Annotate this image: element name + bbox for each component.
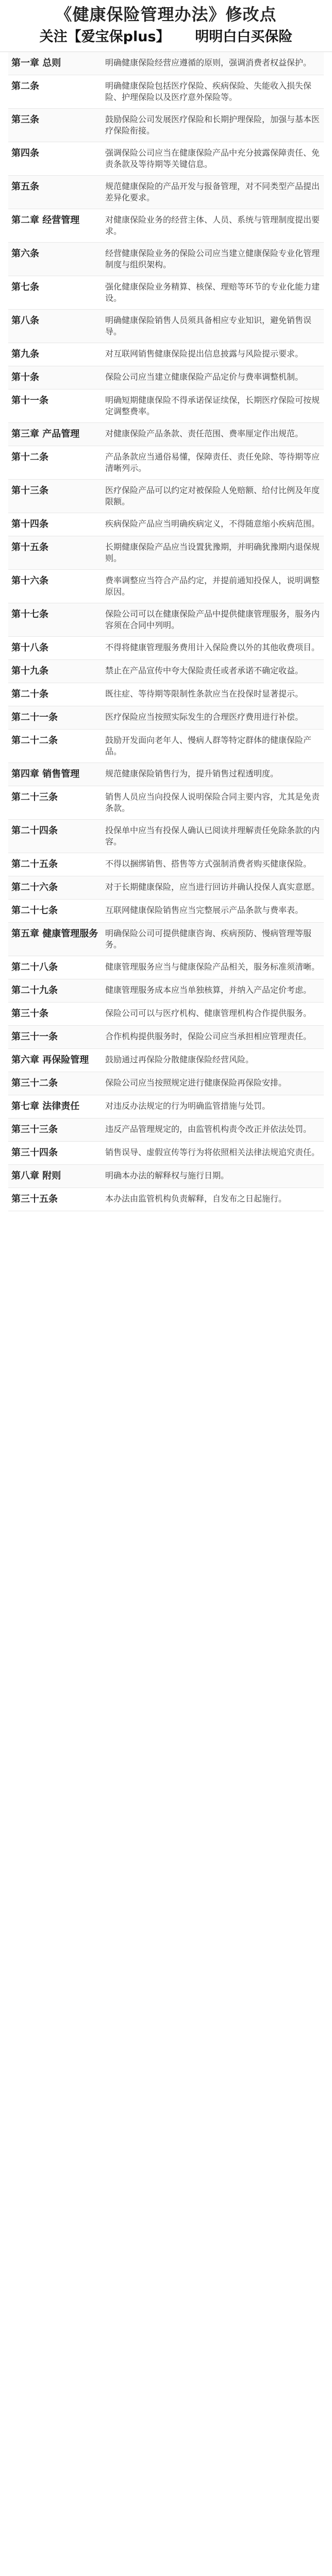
clause-desc: 明确短期健康保险不得承诺保证续保，长期医疗保险可按规定调整费率。 (105, 395, 320, 416)
clause-label: 第三十三条 (11, 1124, 58, 1135)
clause-label: 第五条 (11, 181, 39, 192)
subtitle (0, 28, 332, 46)
list-item (8, 276, 324, 310)
list-item (8, 979, 324, 1003)
list-item (8, 1165, 324, 1188)
clause-label: 第二十三条 (11, 792, 58, 803)
clause-desc: 强调保险公司应当在健康保险产品中充分披露保障责任、免责条款及等待期等关键信息。 (105, 148, 320, 169)
clause-label: 第十七条 (11, 609, 48, 620)
list-item (8, 389, 324, 423)
clause-desc: 规范健康保险的产品开发与报备管理，对不同类型产品提出差异化要求。 (105, 181, 320, 202)
list-item (8, 900, 324, 923)
list-item (8, 423, 324, 446)
clause-desc: 产品条款应当通俗易懂，保障责任、责任免除、等待期等应清晰列示。 (105, 452, 320, 473)
clause-desc: 保险公司可以在健康保险产品中提供健康管理服务，服务内容须在合同中列明。 (105, 609, 320, 630)
list-item (8, 310, 324, 343)
clause-desc: 鼓励开发面向老年人、慢病人群等特定群体的健康保险产品。 (105, 735, 312, 756)
list-item (8, 763, 324, 786)
clause-label: 第二十五条 (11, 859, 58, 870)
clause-label: 第一章 总则 (11, 58, 61, 69)
clause-desc: 投保单中应当有投保人确认已阅读并理解责任免除条款的内容。 (105, 825, 320, 846)
clause-desc: 健康管理服务应当与健康保险产品相关，服务标准须清晰。 (105, 962, 320, 972)
list-item (8, 1095, 324, 1118)
clause-label: 第七条 (11, 282, 39, 293)
clause-label: 第四章 销售管理 (11, 769, 80, 779)
clause-label: 第九条 (11, 349, 39, 360)
clause-desc: 规范健康保险销售行为，提升销售过程透明度。 (105, 769, 279, 778)
list-item (8, 446, 324, 480)
clause-desc: 明确健康保险经营应遵循的原则，强调消费者权益保护。 (105, 58, 312, 67)
list-item (8, 1049, 324, 1072)
list-item (8, 637, 324, 660)
clause-desc: 经营健康保险业务的保险公司应当建立健康保险专业化管理制度与组织架构。 (105, 248, 320, 269)
page-title: 《健康保险管理办法》修改点 (55, 5, 277, 24)
list-item (8, 75, 324, 109)
list-item (8, 52, 324, 75)
list-item (8, 1188, 324, 1211)
list-item (8, 570, 324, 603)
clause-desc: 医疗保险产品可以约定对被保险人免赔额、给付比例及年度限额。 (105, 485, 320, 506)
clause-label: 第三十一条 (11, 1031, 58, 1042)
clause-list (8, 52, 324, 1211)
clause-label: 第三十条 (11, 1008, 48, 1019)
clause-label: 第二十七条 (11, 905, 58, 916)
clause-label: 第六章 再保险管理 (11, 1055, 89, 1065)
clause-label: 第八章 附则 (11, 1171, 61, 1181)
list-item (8, 513, 324, 536)
clause-label: 第二十九条 (11, 985, 58, 996)
clause-desc: 明确保险公司可提供健康咨询、疾病预防、慢病管理等服务。 (105, 928, 312, 950)
clause-label: 第二十一条 (11, 712, 58, 723)
list-item (8, 1142, 324, 1165)
clause-label: 第二条 (11, 81, 39, 92)
clause-label: 第四条 (11, 148, 39, 159)
clause-label: 第三十二条 (11, 1078, 58, 1089)
list-item (8, 1072, 324, 1095)
clause-desc: 疾病保险产品应当明确疾病定义，不得随意缩小疾病范围。 (105, 519, 320, 529)
clause-label: 第十一条 (11, 395, 48, 406)
list-item (8, 820, 324, 853)
clause-desc: 违反产品管理规定的，由监管机构责令改正并依法处罚。 (105, 1124, 312, 1134)
header (0, 0, 332, 52)
clause-label: 第六条 (11, 248, 39, 259)
clause-label: 第三章 产品管理 (11, 429, 80, 439)
list-item (8, 243, 324, 276)
clause-label: 第十五条 (11, 542, 48, 553)
clause-desc: 鼓励保险公司发展医疗保险和长期护理保险，加强与基本医疗保险衔接。 (105, 114, 320, 135)
subtitle-right: 明明白白买保险 (195, 29, 293, 45)
clause-desc: 保险公司可以与医疗机构、健康管理机构合作提供服务。 (105, 1008, 312, 1018)
clause-desc: 禁止在产品宣传中夸大保险责任或者承诺不确定收益。 (105, 666, 304, 675)
list-item (8, 706, 324, 730)
clause-label: 第十二条 (11, 452, 48, 463)
clause-label: 第二章 经营管理 (11, 215, 80, 226)
clause-label: 第五章 健康管理服务 (11, 928, 98, 939)
clause-label: 第十条 (11, 372, 39, 383)
list-item (8, 536, 324, 570)
clause-desc: 明确本办法的解释权与施行日期。 (105, 1171, 229, 1180)
clause-desc: 对健康保险产品条款、责任范围、费率厘定作出规范。 (105, 429, 304, 438)
list-item (8, 209, 324, 243)
clause-desc: 保险公司应当按照规定进行健康保险再保险安排。 (105, 1078, 287, 1088)
subtitle-left: 关注【爱宝保plus】 (39, 29, 170, 45)
list-item (8, 480, 324, 513)
clause-label: 第十八条 (11, 642, 48, 653)
clause-label: 第十九条 (11, 666, 48, 676)
clause-desc: 合作机构提供服务时，保险公司应当承担相应管理责任。 (105, 1031, 312, 1041)
clause-desc: 对健康保险业务的经营主体、人员、系统与管理制度提出要求。 (105, 215, 320, 236)
list-item (8, 683, 324, 706)
clause-desc: 本办法由监管机构负责解释，自发布之日起施行。 (105, 1194, 287, 1204)
clause-desc: 费率调整应当符合产品约定，并提前通知投保人，说明调整原因。 (105, 575, 320, 597)
list-item (8, 176, 324, 209)
clause-desc: 强化健康保险业务精算、核保、理赔等环节的专业化能力建设。 (105, 282, 320, 303)
clause-desc: 销售人员应当向投保人说明保险合同主要内容，尤其是免责条款。 (105, 792, 320, 813)
clause-label: 第三条 (11, 114, 39, 125)
clause-desc: 明确健康保险销售人员须具备相应专业知识，避免销售误导。 (105, 315, 312, 336)
clause-desc: 保险公司应当建立健康保险产品定价与费率调整机制。 (105, 372, 304, 382)
clause-label: 第十六条 (11, 575, 48, 586)
clause-label: 第八条 (11, 315, 39, 326)
list-item (8, 1026, 324, 1049)
clause-desc: 对违反办法规定的行为明确监管措施与处罚。 (105, 1101, 271, 1111)
clause-desc: 鼓励通过再保险分散健康保险经营风险。 (105, 1055, 254, 1064)
clause-desc: 明确健康保险包括医疗保险、疾病保险、失能收入损失保险、护理保险以及医疗意外保险等。 (105, 81, 312, 102)
list-item (8, 660, 324, 683)
clause-desc: 不得以捆绑销售、搭售等方式强制消费者购买健康保险。 (105, 859, 312, 869)
clause-label: 第七章 法律责任 (11, 1101, 80, 1112)
clause-label: 第二十条 (11, 689, 48, 700)
list-item (8, 1118, 324, 1142)
list-item (8, 876, 324, 900)
clause-label: 第三十四条 (11, 1147, 58, 1158)
clause-label: 第二十六条 (11, 882, 58, 893)
clause-label: 第三十五条 (11, 1194, 58, 1205)
clause-label: 第二十八条 (11, 962, 58, 973)
list-item (8, 956, 324, 979)
list-item (8, 366, 324, 389)
list-item (8, 786, 324, 820)
clause-desc: 长期健康保险产品应当设置犹豫期，并明确犹豫期内退保规则。 (105, 542, 320, 563)
list-item (8, 603, 324, 637)
clause-desc: 健康管理服务成本应当单独核算，并纳入产品定价考虑。 (105, 985, 312, 995)
list-item (8, 853, 324, 876)
clause-desc: 既往症、等待期等限制性条款应当在投保时显著提示。 (105, 689, 304, 699)
list-item (8, 343, 324, 366)
clause-desc: 互联网健康保险销售应当完整展示产品条款与费率表。 (105, 905, 304, 915)
list-item (8, 923, 324, 956)
clause-label: 第十三条 (11, 485, 48, 496)
clause-label: 第二十二条 (11, 735, 58, 746)
clause-label: 第十四条 (11, 519, 48, 530)
clause-desc: 对于长期健康保险，应当进行回访并确认投保人真实意愿。 (105, 882, 320, 892)
list-item (8, 730, 324, 763)
clause-label: 第二十四条 (11, 825, 58, 836)
clause-desc: 对互联网销售健康保险提出信息披露与风险提示要求。 (105, 349, 304, 359)
list-item (8, 109, 324, 142)
clause-desc: 销售误导、虚假宣传等行为将依照相关法律法规追究责任。 (105, 1147, 320, 1157)
clause-desc: 医疗保险应当按照实际发生的合理医疗费用进行补偿。 (105, 712, 304, 722)
list-item (8, 1003, 324, 1026)
list-item (8, 142, 324, 176)
clause-desc: 不得将健康管理服务费用计入保险费以外的其他收费项目。 (105, 642, 320, 652)
